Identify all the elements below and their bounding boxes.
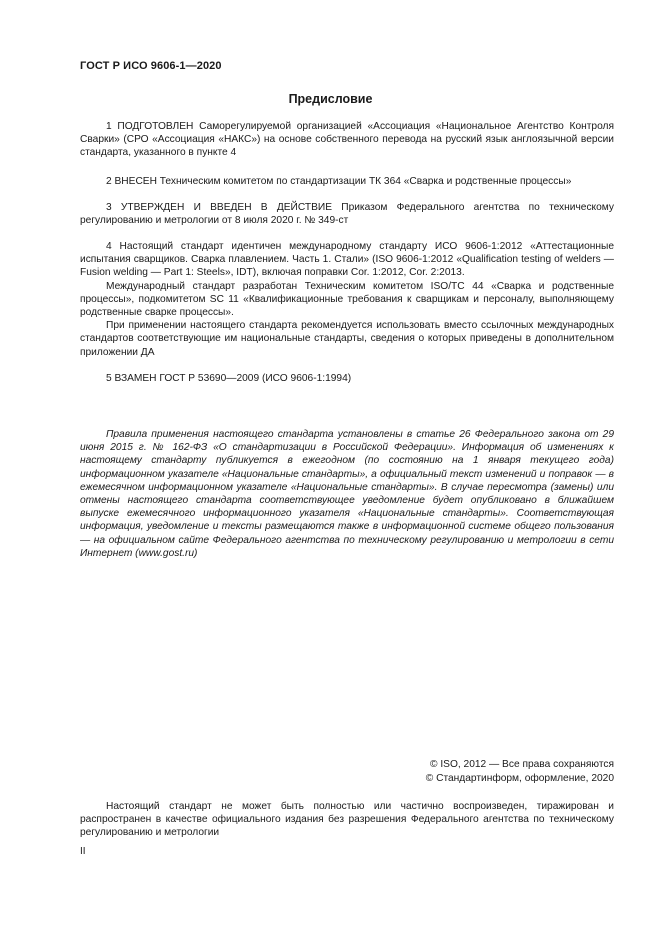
foreword-item-2	[80, 175, 614, 188]
page-title: Предисловие	[288, 92, 373, 106]
page-number: II	[80, 846, 86, 857]
copyright-standartinform: © Стандартинформ, оформление, 2020	[425, 772, 614, 784]
copyright-block	[426, 758, 614, 785]
application-rules-notice	[80, 428, 614, 560]
reproduction-rights	[80, 800, 614, 840]
document-code-header: ГОСТ Р ИСО 9606-1—2020	[80, 60, 222, 72]
foreword-item-4-text: 4 Настоящий стандарт идентичен международному стандарту ИСО 9606-1:2012 «Аттестационные испытания сварщиков. Сварка плавлением. Часть 1. Стали» (ISO 9606-1:2012 «Qualification testing of welders — Fusion welding — Part 1: Steels», IDT), включая поправки Cor. 1:2012, Cor. 2:2013.	[80, 241, 614, 279]
foreword-item-1	[80, 120, 614, 160]
foreword-item-5	[80, 372, 614, 385]
foreword-item-5-text: 5 ВЗАМЕН ГОСТ Р 53690—2009 (ИСО 9606-1:1994)	[106, 373, 352, 384]
copyright-iso: © ISO, 2012 — Все права сохраняются	[430, 759, 614, 770]
foreword-item-2-text: 2 ВНЕСЕН Техническим комитетом по стандартизации ТК 364 «Сварка и родственные процессы»	[106, 176, 572, 187]
foreword-item-3	[80, 201, 614, 227]
application-rules-text: Правила применения настоящего стандарта установлены в статье 26 Федерального закона от 29 июня 2015 г. № 162-ФЗ «О стандартизации в Российской Федерации». Информация об изменениях к настоящему стандарту публикуется в ежегодном (по состоянию на 1 января текущего года) информационном указателе «Национальные стандарты», а официальный текст изменений и поправок — в ежемесячном информационном указателе «Национальные стандарты». В случае пересмотра (замены) или отмены настоящего стандарта соответствующее уведомление будет опубликовано в ближайшем выпуске ежемесячного информационного указателя «Национальные стандарты». Соответствующая информация, уведомление и тексты размещаются также в информационной системе общего пользования — на официальном сайте Федерального агентства по техническому регулированию и метрологии в сети Интернет (www.gost.ru)	[80, 429, 614, 559]
foreword-item-3-text: 3 УТВЕРЖДЕН И ВВЕДЕН В ДЕЙСТВИЕ Приказом Федерального агентства по техническому регулированию и метрологии от 8 июля 2020 г. № 349-ст	[80, 202, 614, 227]
foreword-item-1-text: 1 ПОДГОТОВЛЕН Саморегулируемой организацией «Ассоциация «Национальное Агентство Контроля Сварки» (СРО «Ассоциация «НАКС») на основе собственного перевода на русский язык англоязычной версии стандарта, указанного в пункте 4	[80, 121, 614, 159]
foreword-item-4-reference-note: При применении настоящего стандарта рекомендуется использовать вместо ссылочных международных стандартов соответствующие им национальные стандарты, сведения о которых приведены в дополнительном приложении ДА	[80, 320, 614, 358]
foreword-item-4	[80, 240, 614, 359]
reproduction-rights-text: Настоящий стандарт не может быть полностью или частично воспроизведен, тиражирован и распространен в качестве официального издания без разрешения Федерального агентства по техническому регулированию и метрологии	[80, 801, 614, 839]
foreword-item-4-intl-committee: Международный стандарт разработан Техническим комитетом ISO/TC 44 «Сварка и родственные процессы», подкомитетом SC 11 «Квалификационные требования к сварщикам и персоналу, выполняющему родственные сварке процессы».	[80, 280, 614, 319]
